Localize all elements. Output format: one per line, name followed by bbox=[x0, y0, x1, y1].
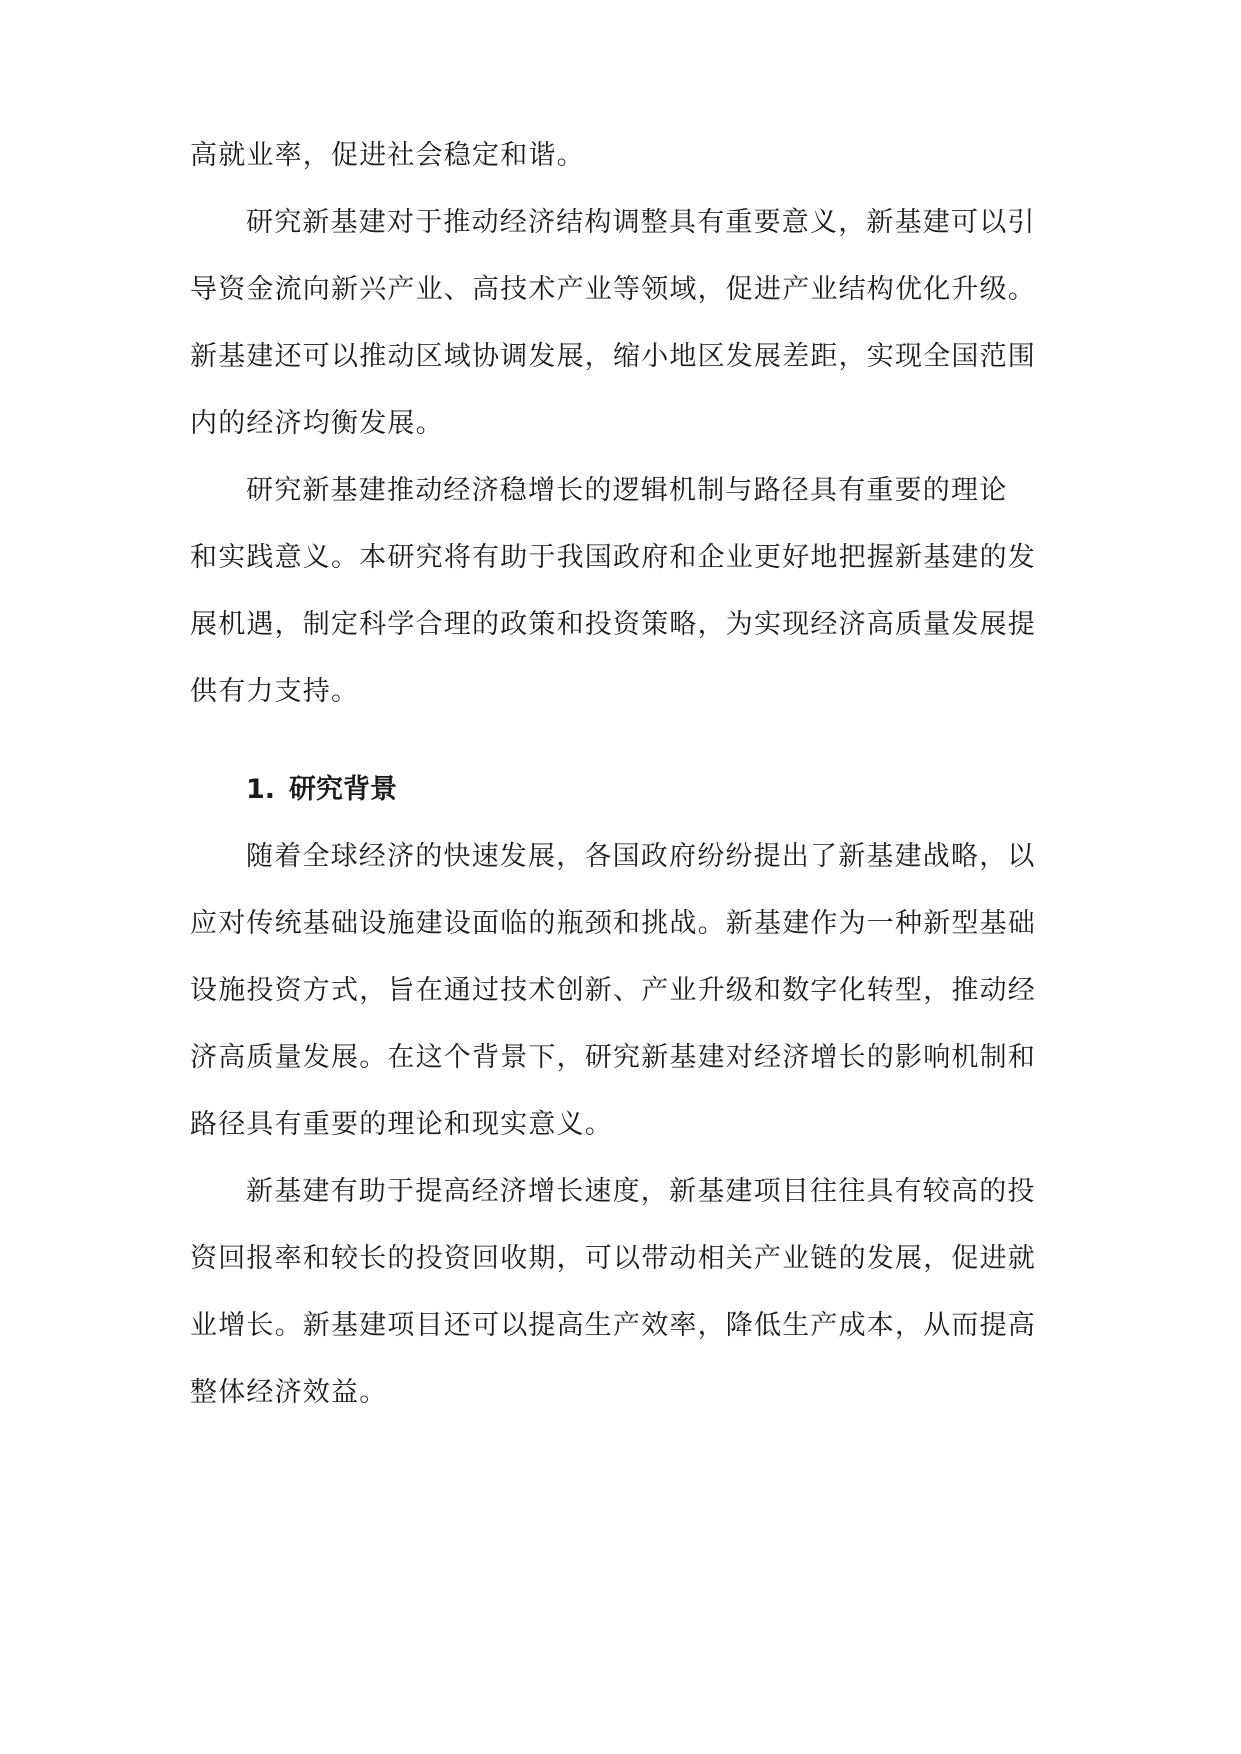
paragraph-line: 导资金流向新兴产业、高技术产业等领域，促进产业结构优化升级。 bbox=[190, 274, 1036, 305]
paragraph-line: 新基建有助于提高经济增长速度，新基建项目往往具有较高的投 bbox=[246, 1176, 1036, 1207]
paragraph-line: 路径具有重要的理论和现实意义。 bbox=[190, 1109, 613, 1140]
section-number: 1. bbox=[246, 774, 276, 805]
paragraph-line: 济高质量发展。在这个背景下，研究新基建对经济增长的影响机制和 bbox=[190, 1042, 1036, 1073]
paragraph-line: 整体经济效益。 bbox=[190, 1377, 388, 1408]
paragraph-line: 研究新基建对于推动经济结构调整具有重要意义，新基建可以引 bbox=[246, 207, 1036, 238]
paragraph-line: 应对传统基础设施建设面临的瓶颈和挑战。新基建作为一种新型基础 bbox=[190, 908, 1036, 939]
paragraph-line: 供有力支持。 bbox=[190, 676, 360, 707]
paragraph-line: 新基建还可以推动区域协调发展，缩小地区发展差距，实现全国范围 bbox=[190, 341, 1036, 372]
paragraph-line: 高就业率，促进社会稳定和谐。 bbox=[190, 140, 585, 171]
section-heading bbox=[246, 772, 397, 808]
paragraph-line: 资回报率和较长的投资回收期，可以带动相关产业链的发展，促进就 bbox=[190, 1243, 1036, 1274]
paragraph-line: 研究新基建推动经济稳增长的逻辑机制与路径具有重要的理论 bbox=[246, 475, 1008, 506]
paragraph-line: 展机遇，制定科学合理的政策和投资策略，为实现经济高质量发展提 bbox=[190, 609, 1036, 640]
paragraph-line: 随着全球经济的快速发展，各国政府纷纷提出了新基建战略，以 bbox=[246, 841, 1036, 872]
section-title: 研究背景 bbox=[289, 774, 398, 805]
paragraph-line: 内的经济均衡发展。 bbox=[190, 408, 444, 439]
paragraph-line: 和实践意义。本研究将有助于我国政府和企业更好地把握新基建的发 bbox=[190, 542, 1036, 573]
paragraph-line: 业增长。新基建项目还可以提高生产效率，降低生产成本，从而提高 bbox=[190, 1310, 1036, 1341]
paragraph-line: 设施投资方式，旨在通过技术创新、产业升级和数字化转型，推动经 bbox=[190, 975, 1036, 1006]
